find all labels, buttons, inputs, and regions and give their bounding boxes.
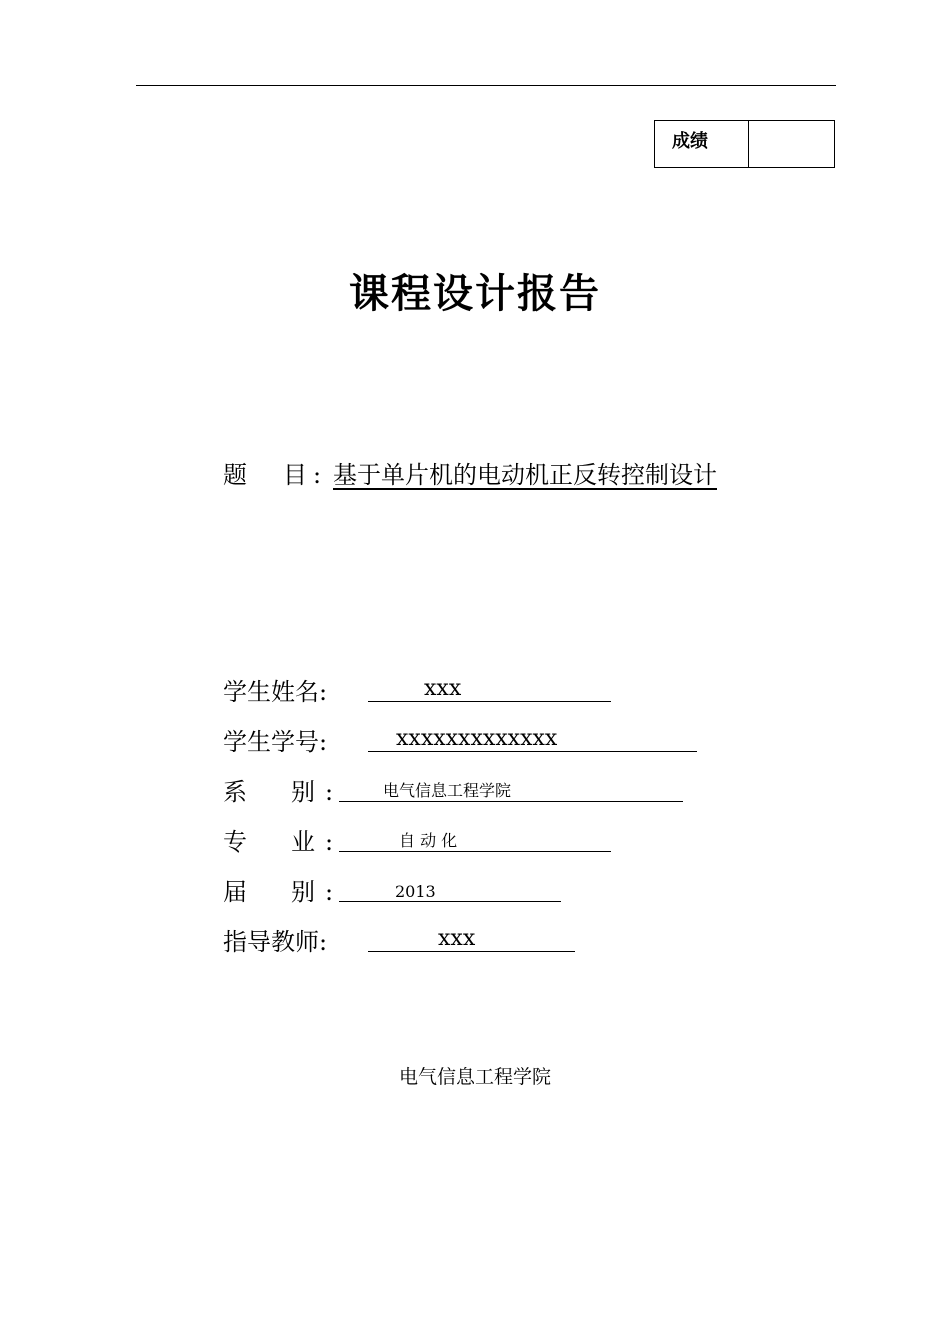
major-row <box>223 822 333 857</box>
student-id-field <box>368 722 697 752</box>
department-colon: : <box>325 778 334 806</box>
advisor-value: xxx <box>438 926 476 951</box>
advisor-row <box>223 922 327 957</box>
student-id-value: xxxxxxxxxxxxx <box>396 726 558 751</box>
department-field <box>339 772 683 802</box>
class-year-value: 2013 <box>395 882 436 901</box>
student-name-colon: : <box>319 678 328 706</box>
grade-value <box>749 121 834 167</box>
topic-label: 题 目 <box>223 461 313 489</box>
class-year-label: 届 别 <box>223 878 325 906</box>
advisor-label: 指导教师 <box>223 928 319 956</box>
student-name-row <box>223 672 327 707</box>
footer-institution: 电气信息工程学院 <box>398 1066 551 1088</box>
advisor-field <box>368 922 575 952</box>
report-title: 课程设计报告 <box>349 271 601 317</box>
major-label: 专 业 <box>223 828 325 856</box>
major-value: 自 动 化 <box>399 831 458 850</box>
student-name-value: xxx <box>424 676 462 701</box>
topic-value: 基于单片机的电动机正反转控制设计 <box>333 461 717 489</box>
department-value: 电气信息工程学院 <box>383 781 512 800</box>
advisor-colon: : <box>319 928 328 956</box>
department-label: 系 别 <box>223 778 325 806</box>
department-row <box>223 772 333 807</box>
grade-label: 成绩 <box>655 121 749 167</box>
major-colon: : <box>325 828 334 856</box>
student-id-row <box>223 722 327 757</box>
student-name-field <box>368 672 611 702</box>
major-field <box>339 822 611 852</box>
student-id-colon: : <box>319 728 328 756</box>
topic-label-row <box>223 455 321 490</box>
grade-table <box>654 120 835 168</box>
topic-colon: : <box>313 461 322 489</box>
student-id-label: 学生学号 <box>223 728 319 756</box>
class-year-field <box>339 872 561 902</box>
class-year-row <box>223 872 333 907</box>
header-rule <box>136 85 836 86</box>
class-year-colon: : <box>325 878 334 906</box>
student-name-label: 学生姓名 <box>223 678 319 706</box>
